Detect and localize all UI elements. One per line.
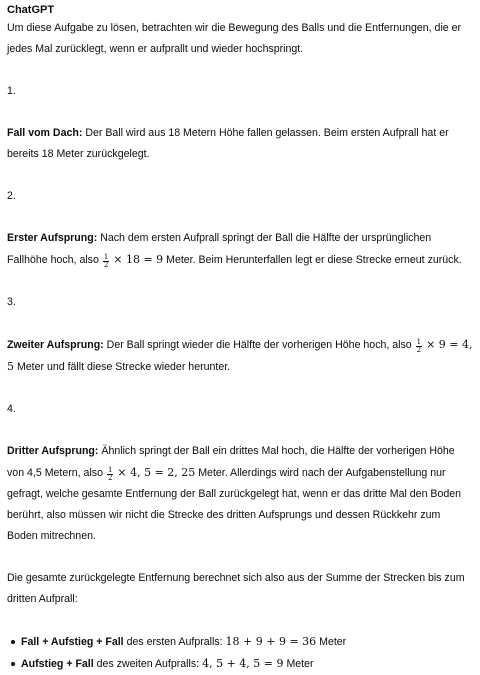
list-item: Aufstieg + Fall des zweiten Aufpralls: 4, 5 + 4, 5 = 9 Meter	[21, 653, 473, 675]
summary-paragraph: Die gesamte zurückgelegte Entfernung berechnet sich also aus der Summe der Strecken bis zum dritten Aufprall:	[7, 572, 465, 605]
step-number-4: 4.	[7, 403, 16, 415]
step-paragraph-3	[7, 334, 473, 378]
fraction-half: $\frac{1}{2}$	[107, 466, 113, 482]
math-expression: × 4, 5 = 2, 25	[117, 466, 196, 479]
step-number-1: 1.	[7, 85, 16, 97]
step-heading-1: Fall vom Dach:	[7, 127, 83, 139]
fraction-half: $\frac{1}{2}$	[416, 338, 422, 354]
sender-name: ChatGPT	[7, 4, 55, 16]
step-text-4b: Meter. Allerdings wird nach der Aufgabenstellung nur gefragt, welche gesamte Entfernung der Ball zurückgelegt hat, wenn er das dritte Mal den Boden berührt, also müssen wir nicht die Strecke des dritten Aufsprungs und dessen Rückkehr zum Boden mitrechnen.	[7, 467, 462, 542]
fraction-half: $\frac{1}{2}$	[103, 253, 109, 269]
step-paragraph-4	[7, 441, 473, 547]
math-expression: × 9 = 4, 5	[7, 338, 473, 373]
step-heading-2: Erster Aufsprung:	[7, 232, 98, 244]
step-paragraph-1	[7, 123, 473, 165]
step-text-4a: Ähnlich springt der Ball ein drittes Mal hoch, die Hälfte der vorherigen Höhe von 4,5 Metern, also	[7, 445, 455, 479]
summary-list	[7, 631, 473, 675]
intro-paragraph: Um diese Aufgabe zu lösen, betrachten wir die Bewegung des Balls und die Entfernungen, die er jedes Mal zurücklegt, wenn er aufprallt und wieder hochspringt.	[7, 22, 462, 55]
step-text-1: Der Ball wird aus 18 Metern Höhe fallen gelassen. Beim ersten Aufprall hat er bereits 18 Meter zurückgelegt.	[7, 127, 449, 160]
step-text-2a: Nach dem ersten Aufprall springt der Ball die Hälfte der ursprünglichen Fallhöhe hoch, also	[7, 232, 432, 266]
step-heading-3: Zweiter Aufsprung:	[7, 339, 104, 351]
step-paragraph-2	[7, 228, 473, 271]
step-text-2b: Meter. Beim Herunterfallen legt er diese Strecke erneut zurück.	[166, 254, 462, 266]
step-text-3b: Meter und fällt diese Strecke wieder herunter.	[16, 361, 231, 373]
step-number-3: 3.	[7, 296, 16, 308]
list-item: Fall + Aufstieg + Fall des ersten Aufpralls: 18 + 9 + 9 = 36 Meter	[21, 631, 473, 653]
step-heading-4: Dritter Aufsprung:	[7, 445, 99, 457]
step-number-2: 2.	[7, 190, 16, 202]
math-expression: × 18 = 9	[113, 253, 164, 266]
step-text-3a: Der Ball springt wieder die Hälfte der vorherigen Höhe hoch, also	[106, 339, 412, 351]
